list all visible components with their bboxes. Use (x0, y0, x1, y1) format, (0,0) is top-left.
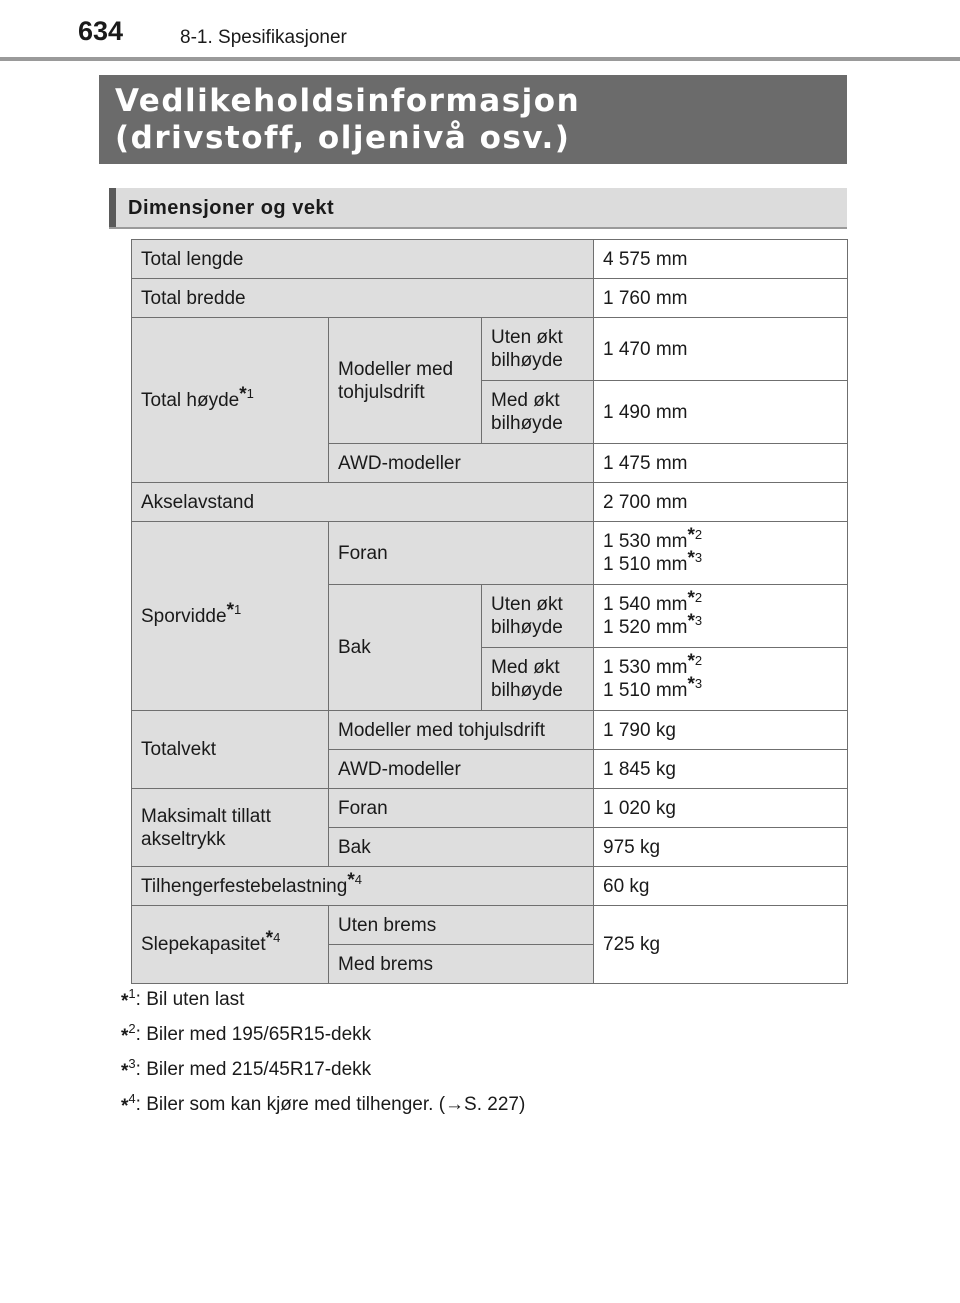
footnote-ref (687, 525, 703, 546)
dimensions-table (131, 239, 848, 984)
sub-label: AWD-modeller (329, 444, 594, 483)
table-row (132, 318, 848, 381)
footnote-ref (239, 383, 254, 405)
footnote-number: 4 (354, 871, 362, 887)
footnote-number: 2 (694, 527, 703, 542)
row-label-text: Total høyde (141, 389, 240, 411)
footnote-number: 2 (128, 1021, 136, 1036)
row-value: 60 kg (594, 867, 848, 906)
footnote-number: 4 (273, 930, 281, 945)
value-line: 1 530 mm (603, 657, 688, 678)
footnote-text: : Biler som kan kjøre med tilhenger. (→S. 227) (135, 1094, 526, 1115)
row-value: 4 575 mm (594, 240, 848, 279)
footnote-text: : Biler med 215/45R17-dekk (135, 1059, 372, 1080)
footnotes (121, 986, 525, 1126)
footnote-asterisk: * (226, 599, 234, 621)
table-row (132, 789, 848, 828)
sub-sub-label: Med økt bilhøyde (482, 648, 594, 711)
page-title-line-2: (drivstoff, oljenivå osv.) (115, 120, 571, 156)
footnote-asterisk: * (239, 383, 247, 405)
footnote-ref (687, 548, 703, 569)
value-line: 1 530 mm (603, 531, 688, 552)
subsection-header (109, 188, 847, 229)
footnote-ref (687, 611, 703, 632)
footnote-ref (347, 869, 362, 891)
sub-sub-label: Med økt bilhøyde (482, 381, 594, 444)
value-line: 1 510 mm (603, 554, 688, 575)
row-label (132, 318, 329, 483)
row-label (132, 522, 329, 711)
footnote-text: : Biler med 195/65R15-dekk (135, 1024, 372, 1045)
footnote-asterisk: * (121, 1096, 129, 1117)
page-title-line-1: Vedlikeholdsinformasjon (115, 83, 581, 119)
row-value (594, 648, 848, 711)
row-label (132, 906, 329, 984)
row-value: 1 020 kg (594, 789, 848, 828)
row-label-text: Sporvidde (141, 605, 227, 627)
value-line: 1 540 mm (603, 594, 688, 615)
row-label-text: Maksimalt tillatt akseltrykk (141, 805, 271, 850)
row-label (132, 789, 329, 867)
row-value (594, 585, 848, 648)
row-value: 1 470 mm (594, 318, 848, 381)
section-reference: 8-1. Spesifikasjoner (180, 27, 347, 48)
footnote (121, 1091, 525, 1126)
sub-label: Bak (329, 585, 482, 711)
value-line: 1 510 mm (603, 680, 688, 701)
sub-sub-label: Uten økt bilhøyde (482, 318, 594, 381)
page-number: 634 (78, 16, 124, 46)
row-value: 2 700 mm (594, 483, 848, 522)
footnote-asterisk: * (121, 991, 129, 1012)
row-label: Total bredde (132, 279, 594, 318)
footnote-asterisk: * (121, 1026, 129, 1047)
table-row (132, 906, 848, 945)
footnote (121, 1021, 525, 1056)
row-label (132, 867, 594, 906)
row-value: 1 845 kg (594, 750, 848, 789)
sub-label: Foran (329, 522, 594, 585)
sub-label: Med brems (329, 945, 594, 984)
row-value: 975 kg (594, 828, 848, 867)
footnote-ref (265, 928, 281, 949)
footnote-text: : Bil uten last (135, 989, 245, 1010)
footnote-asterisk: * (687, 611, 695, 632)
table-row (132, 279, 848, 318)
subsection-accent-bar (109, 188, 116, 227)
footnote-asterisk: * (265, 928, 274, 949)
row-value: 725 kg (594, 906, 848, 984)
row-value: 1 760 mm (594, 279, 848, 318)
header-divider (0, 57, 960, 61)
footnote-number: 1 (246, 385, 254, 401)
footnote (121, 986, 525, 1021)
footnote-number: 3 (128, 1056, 136, 1071)
footnote-asterisk: * (687, 525, 695, 546)
footnote-asterisk: * (687, 651, 695, 672)
sub-label: Modeller med tohjulsdrift (329, 711, 594, 750)
footnote (121, 1056, 525, 1091)
footnote-ref (687, 651, 703, 672)
row-value: 1 490 mm (594, 381, 848, 444)
sub-label: AWD-modeller (329, 750, 594, 789)
footnote-asterisk: * (121, 1061, 129, 1082)
footnote-ref (226, 599, 242, 621)
footnote-number: 1 (128, 986, 136, 1001)
value-line: 1 520 mm (603, 617, 688, 638)
page-title-banner (99, 75, 847, 164)
row-label-text: Tilhengerfestebelastning (141, 875, 348, 897)
footnote-number: 4 (128, 1091, 136, 1106)
footnote-number: 3 (694, 676, 703, 691)
footnote-number: 3 (694, 613, 703, 628)
subsection-title: Dimensjoner og vekt (128, 197, 335, 219)
footnote-asterisk: * (687, 588, 695, 609)
row-value: 1 475 mm (594, 444, 848, 483)
footnote-number: 3 (694, 550, 703, 565)
row-value (594, 522, 848, 585)
table-row (132, 711, 848, 750)
sub-label: Foran (329, 789, 594, 828)
table-row (132, 522, 848, 585)
table-row (132, 867, 848, 906)
footnote-ref (687, 674, 703, 695)
row-value: 1 790 kg (594, 711, 848, 750)
row-label-text: Slepekapasitet (141, 934, 266, 955)
sub-label: Modeller med tohjulsdrift (329, 318, 482, 444)
footnote-asterisk: * (687, 548, 695, 569)
footnote-asterisk: * (347, 869, 355, 891)
footnote-ref (687, 588, 703, 609)
table-row (132, 240, 848, 279)
table-row (132, 483, 848, 522)
footnote-number: 2 (694, 590, 703, 605)
row-label: Totalvekt (132, 711, 329, 789)
row-label: Total lengde (132, 240, 594, 279)
sub-label: Uten brems (329, 906, 594, 945)
footnote-number: 2 (694, 653, 703, 668)
row-label: Akselavstand (132, 483, 594, 522)
footnote-asterisk: * (687, 674, 695, 695)
sub-sub-label: Uten økt bilhøyde (482, 585, 594, 648)
sub-label: Bak (329, 828, 594, 867)
footnote-number: 1 (233, 601, 242, 617)
